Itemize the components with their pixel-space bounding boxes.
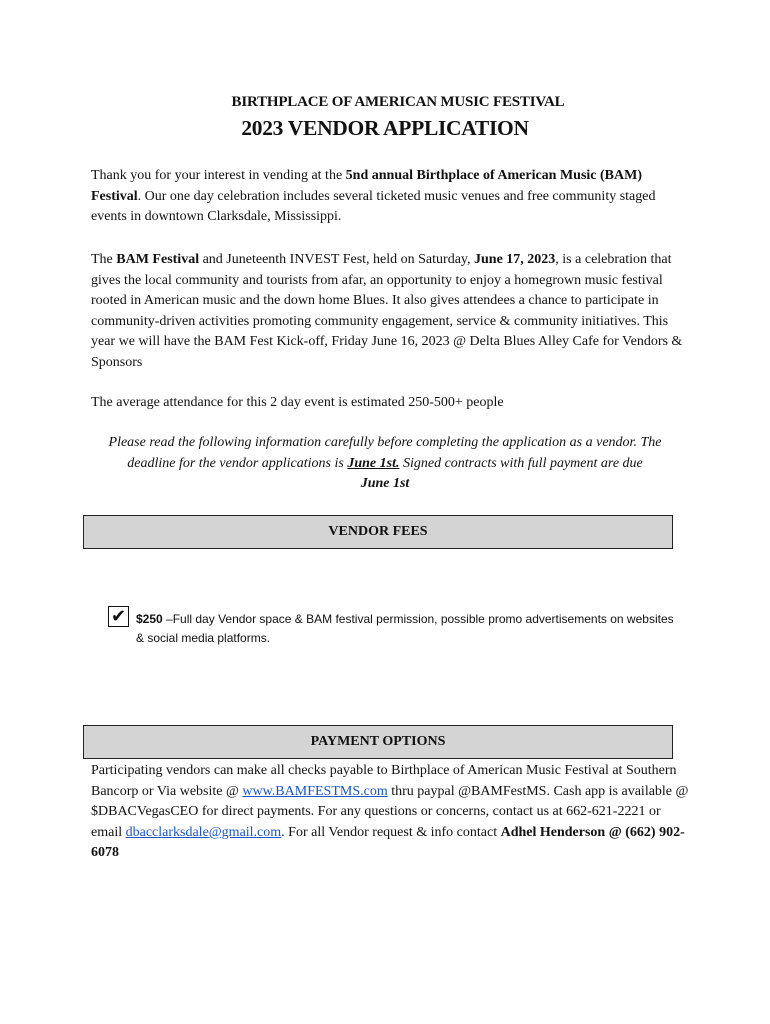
notice-text-b: Signed contracts with full payment are due [399, 455, 643, 471]
desc-text-a: The [91, 252, 117, 267]
festival-name-heading: BIRTHPLACE OF AMERICAN MUSIC FESTIVAL [231, 94, 565, 110]
due-date: June 1st [360, 476, 410, 492]
deadline-date: June 1st. [347, 455, 400, 471]
website-link[interactable]: www.BAMFESTMS.com [242, 783, 388, 799]
festival-description-paragraph [91, 250, 691, 374]
attendance-paragraph: The average attendance for this 2 day event is estimated 250-500+ people [91, 395, 504, 410]
intro-text-a: Thank you for your interest in vending at the [91, 168, 346, 183]
deadline-notice [85, 433, 685, 495]
desc-text-b: and Juneteenth INVEST Fest, held on Saturday, [199, 252, 474, 267]
festival-name-bold: 5nd annual Birthplace of American Music (BAM) Festival [91, 168, 643, 204]
application-title: 2023 VENDOR APPLICATION [241, 116, 529, 140]
fee-price: $250 [136, 612, 163, 626]
payment-text-c: . For all Vendor request & info contact [281, 824, 501, 840]
event-date-bold: June 17, 2023 [474, 252, 556, 267]
fee-details: –Full day Vendor space & BAM festival permission, possible promo advertisements on websites & social media platforms. [136, 612, 674, 645]
payment-options-heading: PAYMENT OPTIONS [83, 725, 673, 759]
desc-text-c: , is a celebration that gives the local community and tourists from afar, an opportunity to enjoy a homegrown music festival rooted in American music and the down home Blues. It also gives attendees a chance to participate in community-driven activities promoting community engagement, service & community initiatives. This year we will have the BAM Fest Kick-off, Friday June 16, 2023 @ Delta Blues Alley Cafe for Vendors & Sponsors [91, 252, 683, 370]
payment-text-a: Participating vendors can make all checks payable to Birthplace of American Music Festival at Southern Bancorp or Via website @ [91, 763, 677, 799]
intro-paragraph [91, 166, 691, 228]
payment-text-b: thru paypal @BAMFestMS. Cash app is available @ $DBACVegasCEO for direct payments. For any questions or concerns, contact us at 662-621-2221 or email [91, 783, 689, 840]
fee-description [136, 610, 676, 648]
intro-text-b: . Our one day celebration includes several ticketed music venues and free community staged events in downtown Clarksdale, Mississippi. [91, 188, 656, 225]
vendor-fees-heading: VENDOR FEES [83, 515, 673, 549]
notice-text-a: Please read the following information carefully before completing the application as a vendor. The deadline for the vendor applications is [108, 435, 662, 471]
fee-checkbox[interactable]: ✔ [108, 606, 129, 627]
payment-paragraph [91, 761, 691, 864]
contact-person: Adhel Henderson @ (662) 902-6078 [91, 824, 685, 861]
bam-festival-bold: BAM Festival [116, 252, 200, 267]
email-link[interactable]: dbacclarksdale@gmail.com [125, 824, 282, 840]
